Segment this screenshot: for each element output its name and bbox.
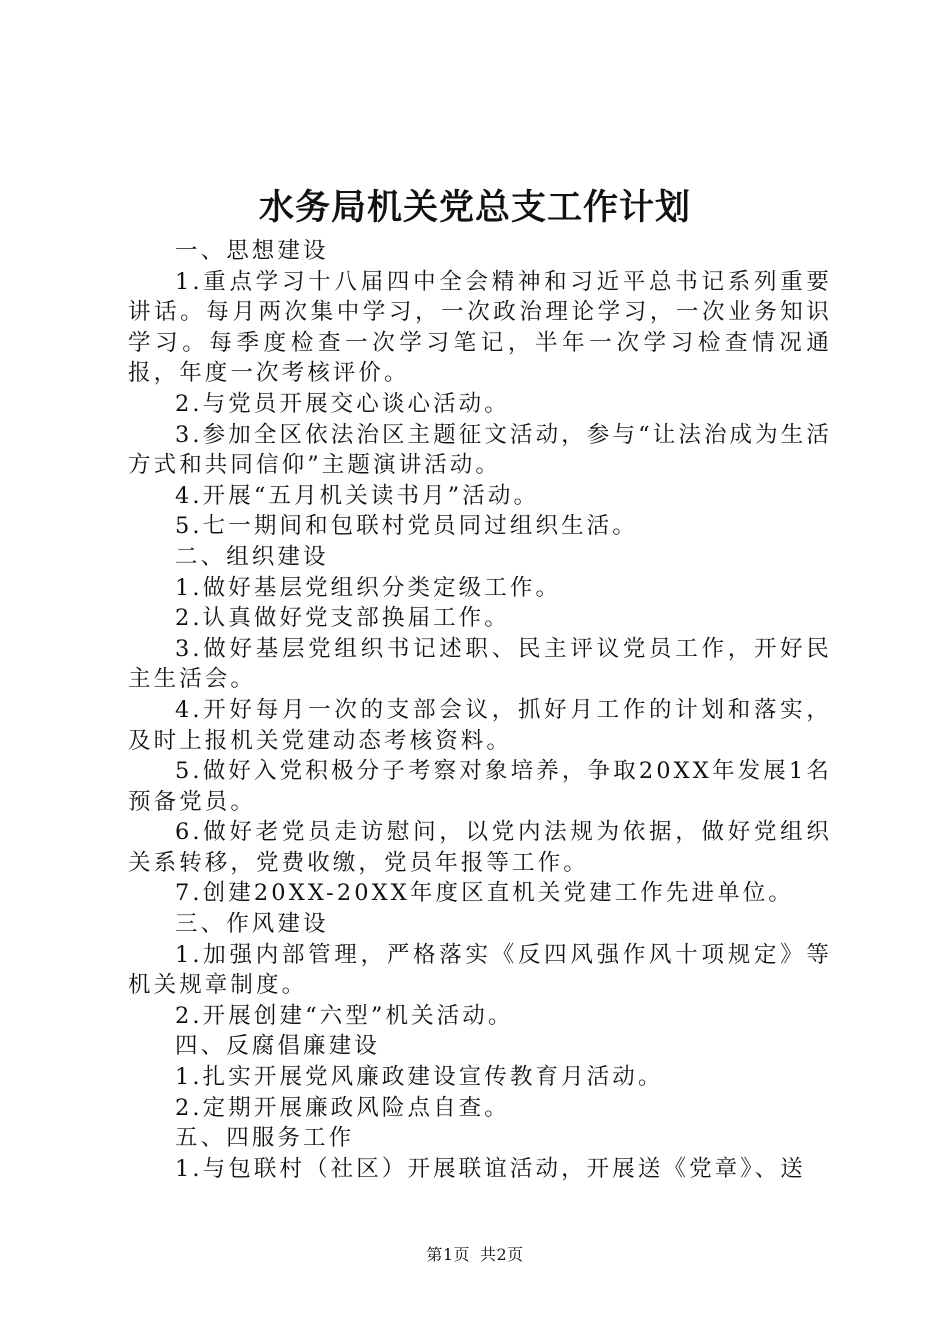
- section-heading: 五、四服务工作: [175, 1125, 355, 1152]
- paragraph: 3.参加全区依法治区主题征文活动，参与“让法治成为生活方式和共同信仰”主题演讲活动。: [128, 421, 832, 479]
- paragraph: 1.重点学习十八届四中全会精神和习近平总书记系列重要讲话。每月两次集中学习，一次政治理论学习，一次业务知识学习。每季度检查一次学习笔记，半年一次学习检查情况通报，年度一次考核评价。: [128, 268, 832, 387]
- paragraph: 4.开展“五月机关读书月”活动。: [175, 482, 540, 509]
- paragraph: 1.与包联村（社区）开展联谊活动，开展送《党章》、送: [175, 1155, 806, 1182]
- paragraph: 1.做好基层党组织分类定级工作。: [175, 574, 562, 601]
- paragraph: 7.创建20XX-20XX年度区直机关党建工作先进单位。: [175, 880, 794, 907]
- paragraph: 3.做好基层党组织书记述职、民主评议党员工作，开好民主生活会。: [128, 635, 832, 693]
- paragraph: 1.加强内部管理，严格落实《反四风强作风十项规定》等机关规章制度。: [128, 941, 832, 999]
- document-title: 水务局机关党总支工作计划: [258, 187, 691, 228]
- section-heading: 一、思想建设: [175, 238, 329, 264]
- section-heading: 二、组织建设: [175, 543, 329, 570]
- paragraph: 6.做好老党员走访慰问，以党内法规为依据，做好党组织关系转移，党费收缴，党员年报等工作。: [128, 819, 832, 876]
- section-heading: 三、作风建设: [175, 911, 329, 938]
- paragraph: 4.开好每月一次的支部会议，抓好月工作的计划和落实，及时上报机关党建动态考核资料。: [128, 696, 832, 754]
- document-body: [128, 236, 832, 1184]
- page-footer: [0, 1244, 950, 1266]
- section-heading: 四、反腐倡廉建设: [175, 1033, 380, 1060]
- paragraph: 2.开展创建“六型”机关活动。: [175, 1002, 514, 1029]
- page-number: 第1页: [426, 1245, 470, 1264]
- paragraph: 5.做好入党积极分子考察对象培养，争取20XX年发展1名预备党员。: [128, 758, 832, 815]
- page-total: 共2页: [480, 1245, 524, 1264]
- paragraph: 2.定期开展廉政风险点自查。: [175, 1094, 510, 1121]
- paragraph: 2.与党员开展交心谈心活动。: [175, 390, 510, 417]
- paragraph: 1.扎实开展党风廉政建设宣传教育月活动。: [175, 1064, 664, 1091]
- paragraph: 2.认真做好党支部换届工作。: [175, 605, 510, 632]
- paragraph: 5.七一期间和包联村党员同过组织生活。: [175, 513, 638, 540]
